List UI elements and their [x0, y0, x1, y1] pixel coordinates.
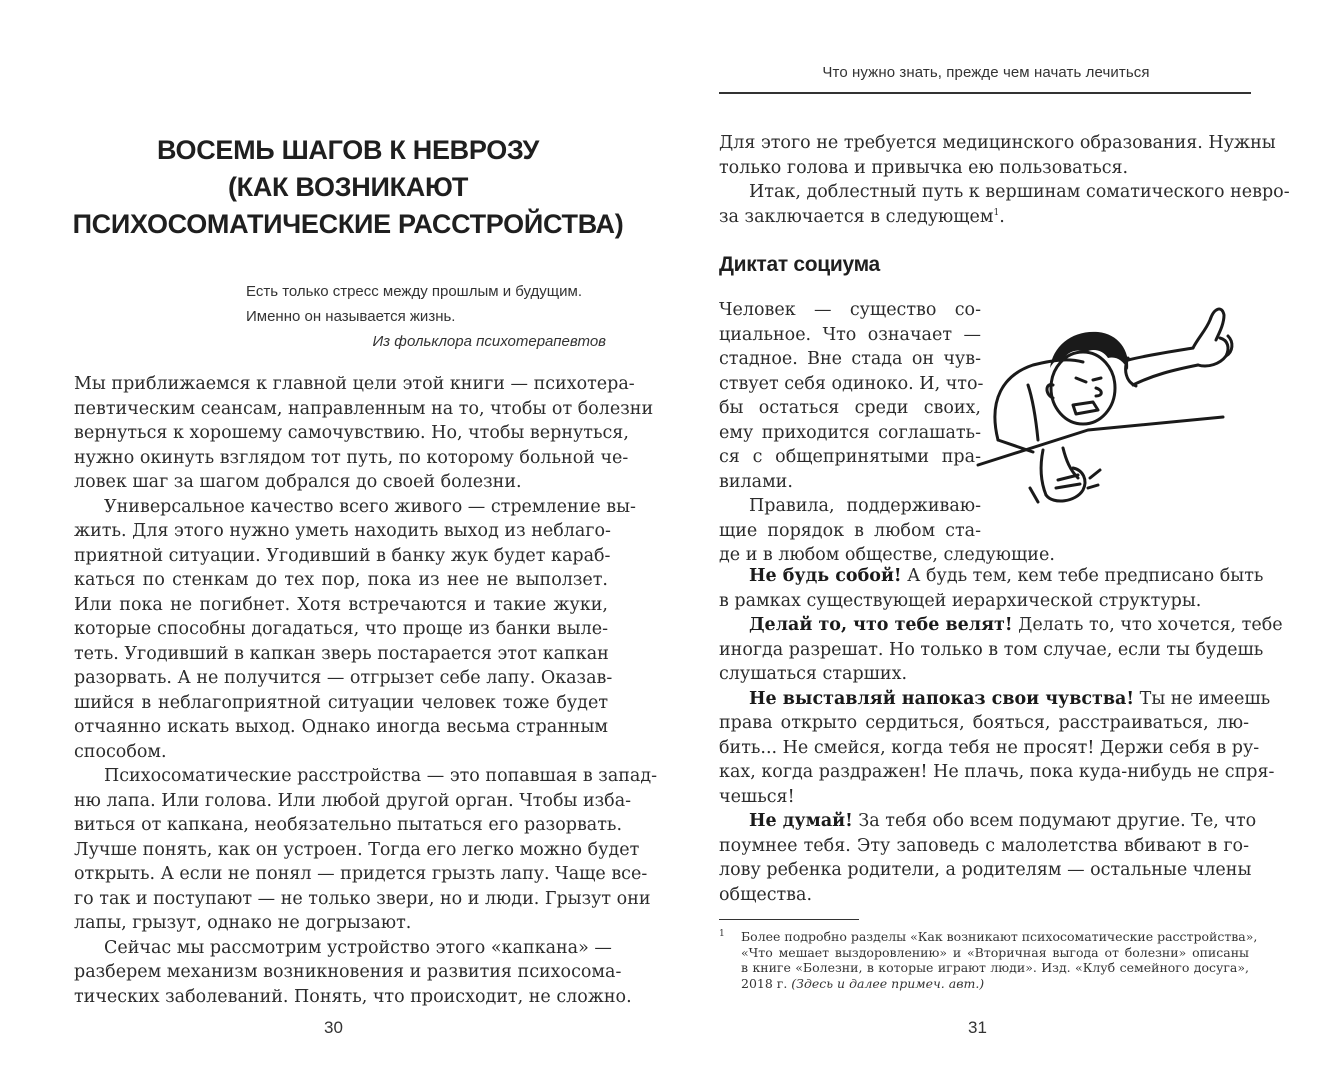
chapter-title-line: ВОСЕМЬ ШАГОВ К НЕВРОЗУ [156, 135, 540, 165]
footnote [719, 929, 1258, 991]
text-line [719, 613, 1283, 638]
footnote-reference[interactable]: 1 [993, 207, 1000, 218]
rule-item [719, 687, 1275, 810]
footnote-line [741, 976, 1249, 992]
text-line: только голова и привычка ею пользоваться. [719, 157, 1129, 178]
right-intro-text [719, 131, 1290, 229]
text-line: ствует себя одиноко. И, что- [719, 373, 984, 394]
text-line: щие порядок в любом ста- [719, 520, 981, 541]
footnote-line: «Что мешает выздоровлению» и «Вторичная выгода от болезни» описаны [741, 944, 1249, 960]
epigraph-line: Именно он называется жизнь. [246, 308, 456, 325]
text-line: в рамках существующей иерархической структуры. [719, 590, 1202, 611]
text-line: певтическим сеансам, направленным на то, чтобы от болезни [74, 398, 654, 419]
text-line: теть. Угодивший в капкан зверь постарается этот капкан [74, 643, 609, 664]
text-line: разорвать. А не получится — отгрызет себе лапу. Оказав- [74, 668, 613, 688]
text-line: которые способны догадаться, что проще из банки выле- [74, 619, 608, 639]
text-line: отчаянно искать выход. Однако иногда весьма странным [74, 717, 608, 737]
paragraph [719, 180, 1290, 229]
rule-lead: Не выставляй напоказ свои чувства! [749, 688, 1135, 709]
text-line: виться от капкана, необязательно пытаться его разорвать. [74, 815, 623, 835]
angry-man-pointing-illustration [958, 290, 1258, 510]
text-line: общества. [719, 884, 813, 905]
text-line: Универсальное качество всего живого — стремление вы- [104, 496, 636, 517]
text-line [719, 687, 1271, 712]
text-line: Лучше понять, как он устроен. Тогда его легко можно будет [74, 839, 640, 860]
paragraph [719, 298, 984, 494]
text-line: шийся в неблагоприятной ситуации человек тоже будет [74, 692, 608, 713]
text-line: ему приходится соглашать- [719, 422, 981, 443]
text-fragment: За тебя обо всем подумают другие. Те, что [852, 811, 1257, 831]
text-line: Итак, доблестный путь к вершинам соматического невро- [749, 182, 1290, 202]
text-line: лапы, грызут, однако не догрызают. [74, 913, 412, 933]
chapter-title [66, 132, 630, 243]
epigraph [246, 279, 606, 354]
text-line: за заключается в следующем$^1$. [719, 206, 1005, 227]
text-line [719, 809, 1257, 834]
text-line: нужно окинуть взглядом тот путь, по которому больной че- [74, 447, 629, 468]
text-line: Человек — существо со- [719, 300, 981, 320]
paragraph [74, 936, 632, 1010]
rule-lead: Не думай! [749, 811, 853, 831]
footnote-line: Более подробно разделы «Как возникают психосоматические расстройства», [741, 929, 1258, 944]
text-line: иногда разрешат. Но только в том случае, если ты будешь [719, 639, 1264, 660]
text-line: циальное. Что означает — [719, 324, 981, 345]
text-line: Для этого не требуется медицинского образования. Нужны [719, 133, 1276, 153]
rules-list [719, 564, 1283, 907]
text-fragment: А будь тем, кем тебе предписано быть [901, 566, 1264, 586]
text-line: Или пока не погибнет. Хотя встречаются и такие жуки, [74, 594, 608, 615]
running-head: Что нужно знать, прежде чем начать лечиться [822, 64, 1150, 81]
text-line: жить. Для этого нужно уметь находить выход из неблаго- [74, 521, 611, 541]
text-line: чешься! [719, 786, 795, 807]
text-fragment: 2018 г. [741, 975, 792, 991]
page-number: 30 [324, 1018, 343, 1037]
chapter-title-line: ПСИХОСОМАТИЧЕСКИЕ РАССТРОЙСТВА) [72, 209, 624, 239]
text-line: ню лапа. Или голова. Или любой другой орган. Чтобы изба- [74, 790, 632, 811]
text-line: ся с общепринятыми пра- [719, 447, 981, 467]
text-fragment: за заключается в следующем [719, 206, 994, 227]
right-page [663, 0, 1327, 1080]
section-heading: Диктат социума [719, 253, 880, 276]
rule-item [719, 613, 1283, 687]
rule-item [719, 809, 1257, 907]
text-line: Психосоматические расстройства — это попавшая в запад- [104, 766, 658, 786]
text-line: способом. [74, 741, 167, 762]
text-line: слушаться старших. [719, 664, 908, 684]
text-line: де и в любом обществе, следующие. [719, 545, 1055, 565]
footnote-body [741, 929, 1258, 991]
text-line: ках, когда раздражен! Не плачь, пока куда-нибудь не спря- [719, 762, 1275, 782]
rule-lead: Делай то, что тебе велят! [749, 615, 1013, 635]
rule-item [719, 564, 1264, 613]
text-line: Сейчас мы рассмотрим устройство этого «капкана» — [104, 937, 612, 958]
text-line: стадное. Вне стада он чув- [719, 349, 981, 369]
paragraph [719, 131, 1276, 180]
epigraph-source: Из фольклора психотерапевтов [372, 333, 606, 350]
text-line: открыть. А если не понял — придется грызть лапу. Чаще все- [74, 864, 648, 884]
author-note: (Здесь и далее примеч. авт.) [791, 975, 985, 991]
text-line: лову ребенка родители, а родителям — остальные члены [719, 860, 1252, 880]
left-body-text [74, 372, 658, 1009]
wrapped-text [719, 298, 984, 543]
paragraph [74, 372, 654, 495]
text-line: вернуться к хорошему самочувствию. Но, чтобы вернуться, [74, 423, 629, 443]
footnote-mark: 1 [719, 929, 725, 939]
text-line: вилами. [719, 471, 793, 492]
epigraph-line: Есть только стресс между прошлым и будущим. [246, 283, 582, 300]
page-number: 31 [968, 1018, 987, 1037]
text-line [719, 564, 1264, 589]
footnote-divider [719, 919, 859, 920]
paragraph [719, 494, 981, 543]
paragraph [74, 764, 658, 936]
text-line: ловек шаг за шагом добрался до своей болезни. [74, 472, 522, 492]
text-fragment: Ты не имеешь [1134, 688, 1271, 709]
text-line: разберем механизм возникновения и развития психосома- [74, 962, 622, 982]
text-line: Мы приближаемся к главной цели этой книги — психотера- [74, 374, 635, 394]
rule-lead: Не будь собой! [749, 566, 902, 586]
text-line: тических заболеваний. Понять, что происходит, не сложно. [74, 986, 632, 1007]
running-head-rule [719, 92, 1251, 94]
text-line: го так и поступают — не только звери, но и люди. Грызут они [74, 888, 651, 909]
text-line: бить... Не смейся, когда тебя не просят! Держи себя в ру- [719, 737, 1260, 758]
paragraph [74, 495, 636, 765]
text-line: Правила, поддерживаю- [749, 496, 981, 516]
footnote-line: в книге «Болезни, в которые играют люди». Изд. «Клуб семейного досуга», [741, 960, 1249, 975]
text-line: каться по стенкам до тех пор, пока из нее не выползет. [74, 570, 608, 590]
chapter-title-line: (КАК ВОЗНИКАЮТ [227, 172, 469, 202]
text-line: приятной ситуации. Угодивший в банку жук будет караб- [74, 545, 611, 566]
text-fragment: Делать то, что хочется, тебе [1012, 615, 1283, 635]
text-line: права открыто сердиться, бояться, расстраиваться, лю- [719, 713, 1249, 733]
text-line: бы остаться среди своих, [719, 398, 981, 418]
text-line: поумнее тебя. Эту заповедь с малолетства вбивают в го- [719, 835, 1249, 856]
left-page [0, 0, 663, 1080]
